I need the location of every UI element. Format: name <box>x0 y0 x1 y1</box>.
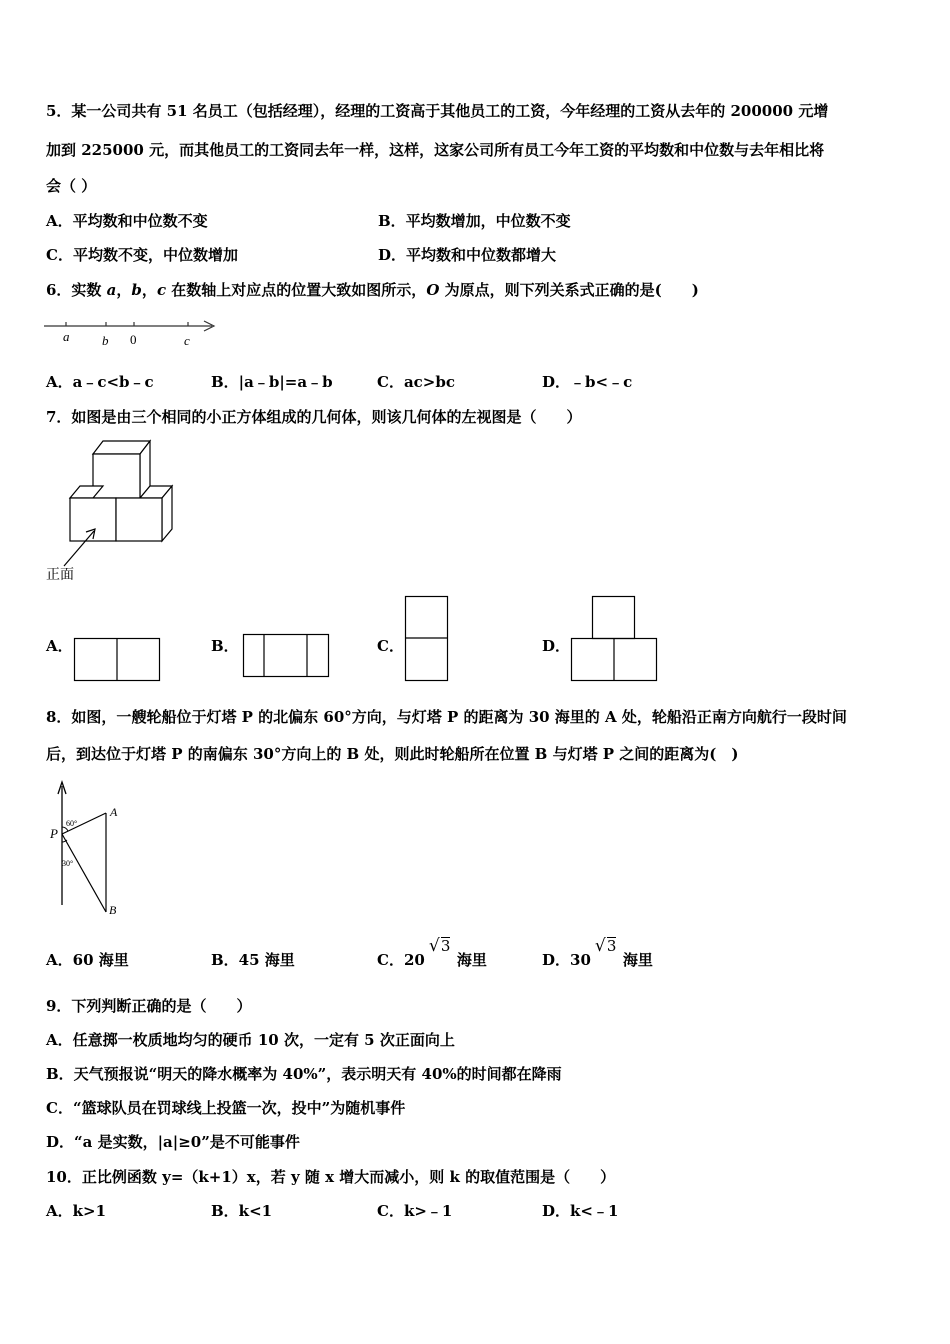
q5-option-c: C．平均数不变，中位数增加 <box>46 246 238 264</box>
q10-option-d: D．k<﹣1 <box>542 1202 619 1220</box>
q10-option-b: B．k<1 <box>211 1202 273 1220</box>
q8-option-d-radicand: 3 <box>606 937 617 955</box>
q8-option-c: C．20 √ 3 海里 <box>377 936 487 969</box>
q8-option-c-radicand: 3 <box>440 937 451 955</box>
q7-option-a-figure <box>74 638 164 683</box>
axis-label-a: a <box>63 329 70 344</box>
q8-lighthouse-figure <box>48 780 138 920</box>
q7-option-c-figure <box>405 596 455 686</box>
q7-stem: 7．如图是由三个相同的小正方体组成的几何体，则该几何体的左视图是（ ） <box>46 408 582 426</box>
q5-stem-line2: 加到 225000 元，而其他员工的工资同去年一样，这样，这家公司所有员工今年工资的平均数和中位数与去年相比将 <box>46 141 825 159</box>
q7-option-c: C． <box>377 637 404 655</box>
q6-option-a: A．a﹣c<b﹣c <box>46 373 154 391</box>
q6-option-c: C．ac>bc <box>377 373 455 391</box>
q8-option-a: A．60 海里 <box>46 951 129 969</box>
q6-option-b: B．|a﹣b|=a﹣b <box>211 373 333 391</box>
q9-option-a: A．任意掷一枚质地均匀的硬币 10 次，一定有 5 次正面向上 <box>46 1031 455 1049</box>
fig-label-p: P <box>50 826 58 841</box>
q10-option-c: C．k>﹣1 <box>377 1202 453 1220</box>
fig-angle-30: 30° <box>62 859 74 868</box>
q6-option-d: D．﹣b<﹣c <box>542 373 633 391</box>
fig-label-b: B <box>109 903 117 917</box>
q10-option-a: A．k>1 <box>46 1202 107 1220</box>
q6-stem: 6．实数 a，b，c 在数轴上对应点的位置大致如图所示，O 为原点，则下列关系式正确的是( ) <box>46 281 699 299</box>
q7-front-label: 正面 <box>46 567 74 583</box>
q9-option-b: B．天气预报说“明天的降水概率为 40%”，表示明天有 40%的时间都在降雨 <box>46 1065 562 1083</box>
q8-stem-line2: 后，到达位于灯塔 P 的南偏东 30°方向上的 B 处，则此时轮船所在位置 B 与灯塔 P 之间的距离为( ) <box>46 745 739 763</box>
fig-angle-60: 60° <box>66 819 78 828</box>
axis-label-b: b <box>102 333 109 348</box>
q5-stem-line3: 会（ ） <box>46 177 97 195</box>
q5-stem-line1: 5．某一公司共有 51 名员工（包括经理），经理的工资高于其他员工的工资，今年经理的工资从去年的 200000 元增 <box>46 102 829 120</box>
q7-option-d-figure <box>571 596 661 686</box>
q8-option-d: D．30 √ 3 海里 <box>542 936 653 969</box>
q10-stem: 10．正比例函数 y=（k+1）x，若 y 随 x 增大而减小，则 k 的取值范围是（ ） <box>46 1168 616 1186</box>
q5-option-a: A．平均数和中位数不变 <box>46 212 208 230</box>
q5-option-d: D．平均数和中位数都增大 <box>378 246 557 264</box>
q7-cube-figure <box>44 436 184 586</box>
q9-option-d: D．“a 是实数，|a|≥0”是不可能事件 <box>46 1133 300 1151</box>
axis-label-origin: 0 <box>130 332 137 347</box>
fig-label-a: A <box>110 805 118 819</box>
q9-stem: 9．下列判断正确的是（ ） <box>46 997 252 1015</box>
q8-option-b: B．45 海里 <box>211 951 295 969</box>
q8-stem-line1: 8．如图，一艘轮船位于灯塔 P 的北偏东 60°方向，与灯塔 P 的距离为 30 海里的 A 处，轮船沿正南方向航行一段时间 <box>46 708 847 726</box>
q9-option-c: C．“篮球队员在罚球线上投篮一次，投中”为随机事件 <box>46 1099 406 1117</box>
axis-label-c: c <box>184 333 190 348</box>
q5-option-b: B．平均数增加，中位数不变 <box>378 212 571 230</box>
q7-option-d: D． <box>542 637 571 655</box>
q7-option-b: B． <box>211 637 239 655</box>
q7-option-b-figure <box>243 634 333 679</box>
q6-number-line-figure <box>44 316 224 356</box>
q7-option-a: A． <box>46 637 73 655</box>
